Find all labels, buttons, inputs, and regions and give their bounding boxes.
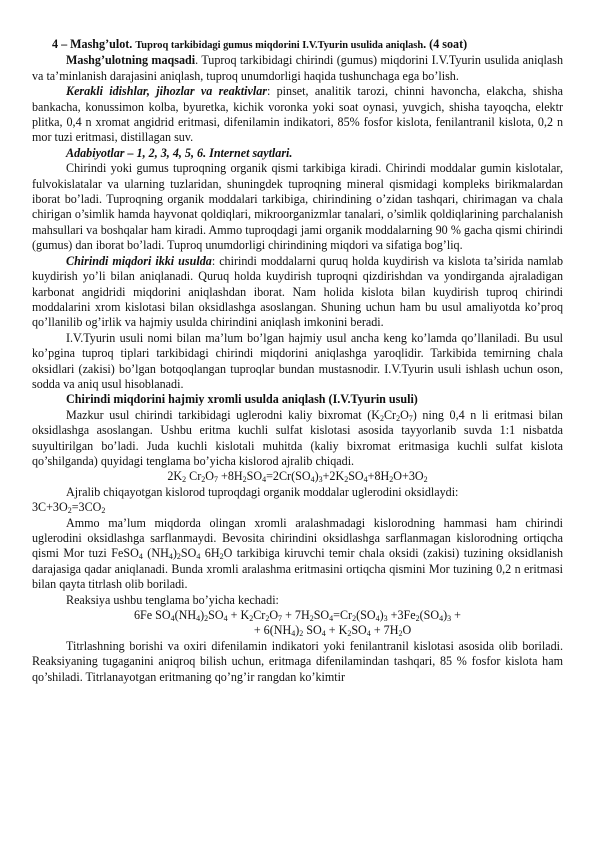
equation-oxygen-release: $2K_2$ $Cr_2O_7 +8H_2SO_4=2Cr(SO_4)_3+2K_2SO_4+8H_2O+3O_2$ <box>167 469 428 485</box>
paragraph-two-methods: Chirindi miqdori ikki usulda: chirindi moddalarni quruq holda kuydirish va kislota ta’sirida namlab kuydirish yo’li bilan aniqlanadi. Quruq holda kuydirish tuproqni qizdirishdan va yondirganda ajraladigan karbonat angidridi miqdorini aniqlashdan iborat. Nam holida kislota bilan kuydirish tuproq chirindi moddalarini xrom kislotasi bilan oksidlashga asoslangan. Shuning uchun ham bu usul amaliyotda ko’proq qo’llanilib og’irlik va hajmiy usulda chirindini aniqlash imkonini beradi. <box>32 253 563 330</box>
paragraph-oxidation-basis: Mazkur usul chirindi tarkibidagi uglerodni kaliy bixromat $(K_2Cr_2O_7)$ ning 0,4 n li eritmasi bilan oksidlashga asoslangan. Ushbu eritma kuchli sulfat kislotasi asosida tayyorlanib suvda 1:1 nisbatda suyultirilgan bo’ladi. Juda kuchli kislotali muhitda (kaliy bixromat eritmasiga kuchli sulfat kislota qo’shilganda) quyidagi tenglama bo’yicha kislorod ajralib chiqadi. <box>32 407 563 468</box>
purpose-label: Mashg’ulotning maqsadi <box>66 53 196 68</box>
equation-carbon: $3C+3O_2=3CO_2$ <box>32 500 106 516</box>
lesson-topic: Tuproq tarkibidagi gumus miqdorini I.V.Tyurin usulida aniqlash <box>135 40 424 51</box>
paragraph-titration: Titrlashning borishi va oxiri difenilamin indikatori yoki fenilantranil kislotasi asosida olib boriladi. Reaksiyaning tugaganini aniqroq bilish uchun, eritmaga difenilamindan tashqari, 85 % fosfor kislota ham qo’shiladi. Titrlanayotgan eritmaning qo’ng’ir rangdan ko’kimtir <box>32 638 563 684</box>
lesson-title: 4 – Mashg’ulot. Tuproq tarkibidagi gumus miqdorini I.V.Tyurin usulida aniqlash. (4 soat) <box>52 37 468 51</box>
paragraph-tyurin-method: I.V.Tyurin usuli nomi bilan ma’lum bo’lgan hajmiy usul ancha keng ko’lamda qo’llaniladi. Bu usul ko’pgina tuproq tiplari tarkibidagi chirindi miqdorini aniqlashga yaroqlidir. Tarkibida temirning chala oksidlari (zakisi) bo’lgan botqoqlangan tuproqlar bundan mustasnodir. I.V.Tyurin usuli ishlash uchun oson, sodda va aniq usul hisoblanadi. <box>32 330 563 391</box>
paragraph-carbon-oxidation: Ajralib chiqayotgan kislorod tuproqdagi organik moddalar uglerodini oksidlaydi: <box>66 484 459 499</box>
paragraph-mohr-salt: Ammo ma’lum miqdorda olingan xromli aralashmadagi kislorodning hammasi ham chirindi uglerodini oksidlashga sarflanmaydi. Bevosita chirindini oksidlashga sarflanmagan kislorodning ortiqcha qismi Mor tuzi FeSO$_4$ $(NH_4)_2SO_4$ $6H_2O$ tarkibiga kiruvchi temir chala oksidi (zakisi) tuzining oksidlanish darajasiga qadar aniqlanadi. Bunda xromli aralashma eritmasini ortiqcha qismini Mor tuzining 0,2 n eritmasi bilan qayta titrlash olib boriladi. <box>32 515 563 592</box>
paragraph-humus-intro: Chirindi yoki gumus tuproqning organik qismi tarkibiga kiradi. Chirindi moddalar gumin kislotalar, fulvokislatalar va ularning tuzlaridan, shuningdek tuproqning mineral qismidagi kompleks birikmalardan iborat bo’ladi. Tuproqning organik moddalari tarkibiga, chirindining o’zidan tashqari, chirimagan va chala chirigan o’simlik hamda hayvonat qoldiqlari, mikroorganizmlar tanalari, o’simlik qoldiqlarining parchalanish mahsullari va boshqalar ham kiradi. Ammo tuproqdagi jami organik moddalarning 90 % gacha qismi chirindi (gumus) dan iborat bo’ladi. Tuproq unumdorligi chirindining miqdori va sifatiga bog’liq. <box>32 161 563 253</box>
paragraph-reaction-intro: Reaksiya ushbu tenglama bo’yicha kechadi: <box>66 592 279 607</box>
purpose-paragraph: Mashg’ulotning maqsadi. Tuproq tarkibidagi chirindi (gumus) miqdorini I.V.Tyurin usulida aniqlash va ta’minlanish darajasini aniqlash, tuproq unumdorligi haqida tushunchaga ega bo’lish. <box>32 53 563 83</box>
document-page <box>32 37 563 685</box>
materials-label: Kerakli idishlar, jihozlar va reaktivlar <box>66 84 267 99</box>
materials-paragraph: Kerakli idishlar, jihozlar va reaktivlar: pinset, analitik tarozi, chinni havoncha, elakcha, shisha bankacha, konussimon kolba, byuretka, kichik voronka yoki soat oynasi, yuvgich, shisha tayoqcha, elektr plitka, 0,4 n xromat angidrid eritmasi, difenilamin indikatori, 85% fosfor kislota, fenilantranil kislota, 0,2 n mor tuzi eritmasi, distillagan suv. <box>32 84 563 145</box>
section-heading: Chirindi miqdorini hajmiy xromli usulda aniqlash (I.V.Tyurin usuli) <box>66 392 418 407</box>
equation-titration-line2: + $6(NH_4)_2$ $SO_4 + K_2SO_4 + 7H_2O$ <box>253 623 412 639</box>
two-methods-label: Chirindi miqdori ikki usulda <box>66 253 212 268</box>
equation-titration-line1: 6Fe $SO_4(NH_4)_2SO_4 + K_2Cr_2O_7 + 7H_2SO_4=Cr_2(SO_4)_3 +3Fe_2(SO_4)_3$ + <box>133 608 462 624</box>
literature-line: Adabiyotlar – 1, 2, 3, 4, 5, 6. Internet saytlari. <box>66 145 293 160</box>
